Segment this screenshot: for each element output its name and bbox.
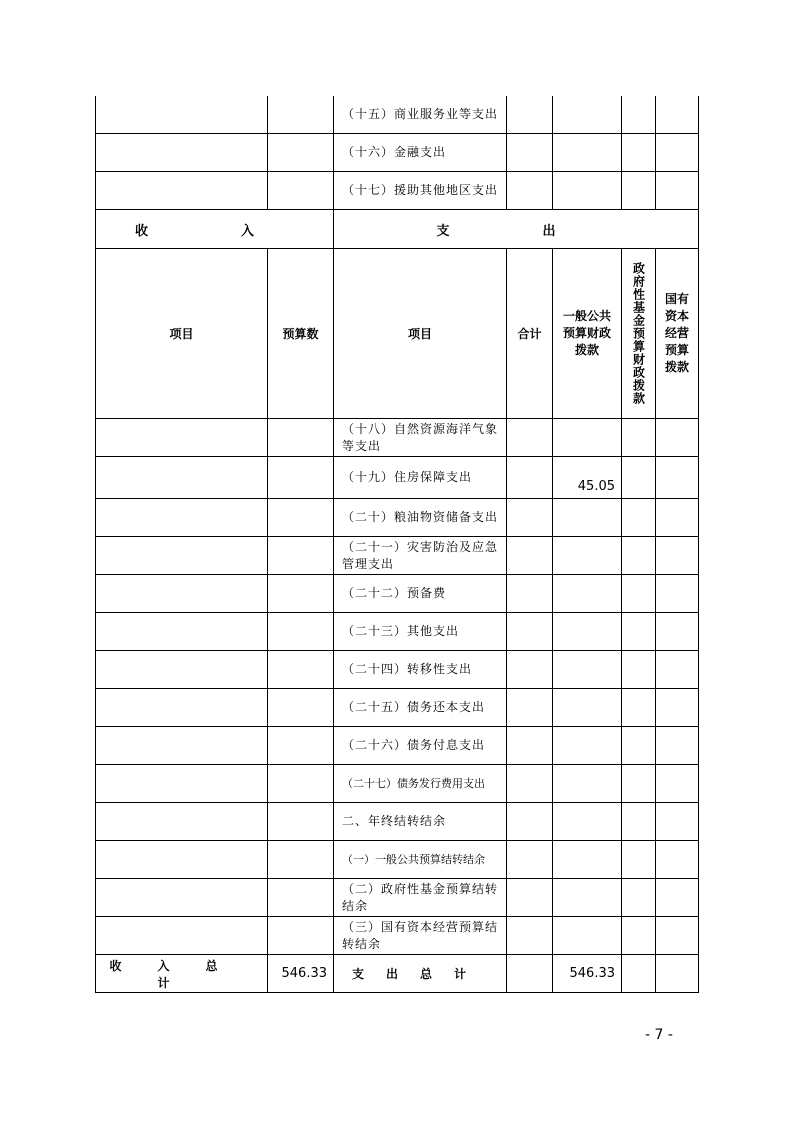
table-row bbox=[96, 134, 699, 172]
expense-section-label: 支 出 bbox=[334, 210, 699, 249]
table-row bbox=[96, 96, 699, 134]
table-row bbox=[96, 499, 699, 537]
table-row bbox=[96, 689, 699, 727]
table-row bbox=[96, 419, 699, 457]
general-value-cell bbox=[553, 613, 622, 651]
column-header-row bbox=[96, 249, 699, 419]
table-row bbox=[96, 613, 699, 651]
budget-table bbox=[95, 96, 699, 993]
expense-item-cell: 二、年终结转结余 bbox=[334, 803, 507, 841]
general-value-cell bbox=[553, 499, 622, 537]
expense-item-cell: （十九）住房保障支出 bbox=[334, 457, 507, 499]
totals-row bbox=[96, 955, 699, 993]
table-row bbox=[96, 651, 699, 689]
table-row bbox=[96, 537, 699, 575]
general-total-value: 546.33 bbox=[553, 955, 622, 993]
general-value-cell bbox=[553, 419, 622, 457]
expense-item-cell: （二十三）其他支出 bbox=[334, 613, 507, 651]
header-item: 项目 bbox=[96, 249, 268, 419]
expense-item-cell: （二十四）转移性支出 bbox=[334, 651, 507, 689]
income-total-label: 收入总计 bbox=[96, 955, 268, 993]
expense-item-cell: （十八）自然资源海洋气象等支出 bbox=[334, 419, 507, 457]
table-row bbox=[96, 727, 699, 765]
table-row bbox=[96, 841, 699, 879]
expense-item-cell: （二十二）预备费 bbox=[334, 575, 507, 613]
expense-item-cell: （二十七）债务发行费用支出 bbox=[334, 765, 507, 803]
general-value-cell bbox=[553, 689, 622, 727]
general-value-cell bbox=[553, 727, 622, 765]
table-row bbox=[96, 575, 699, 613]
header-general-budget: 一般公共 预算财政 拨款 bbox=[553, 249, 622, 419]
general-value-cell bbox=[553, 803, 622, 841]
table-row bbox=[96, 765, 699, 803]
budget-table-page bbox=[95, 96, 698, 993]
header-total: 合计 bbox=[507, 249, 553, 419]
header-fund-budget: 政府性基金预算财政拨款 bbox=[622, 249, 656, 419]
expense-item-cell: （十六）金融支出 bbox=[334, 134, 507, 172]
general-value-cell bbox=[553, 575, 622, 613]
page-number: - 7 - bbox=[645, 1027, 673, 1043]
expense-item-cell: （二十五）债务还本支出 bbox=[334, 689, 507, 727]
section-header-row bbox=[96, 210, 699, 249]
expense-item-cell: （二十一）灾害防治及应急管理支出 bbox=[334, 537, 507, 575]
general-value-cell bbox=[553, 651, 622, 689]
expense-item-cell: （二十）粮油物资储备支出 bbox=[334, 499, 507, 537]
expense-item-cell: （十七）援助其他地区支出 bbox=[334, 172, 507, 210]
expense-item-cell: （二十六）债务付息支出 bbox=[334, 727, 507, 765]
general-value-cell bbox=[553, 537, 622, 575]
table-row bbox=[96, 803, 699, 841]
income-section-label: 收 入 bbox=[96, 210, 334, 249]
expense-item-cell: （三）国有资本经营预算结转结余 bbox=[334, 917, 507, 955]
general-value-cell bbox=[553, 879, 622, 917]
header-budget: 预算数 bbox=[268, 249, 334, 419]
income-total-value: 546.33 bbox=[268, 955, 334, 993]
general-value-cell bbox=[553, 917, 622, 955]
table-row bbox=[96, 917, 699, 955]
table-row bbox=[96, 457, 699, 499]
general-value-cell bbox=[553, 765, 622, 803]
expense-item-cell: （一）一般公共预算结转结余 bbox=[334, 841, 507, 879]
table-row bbox=[96, 172, 699, 210]
header-item-2: 项目 bbox=[334, 249, 507, 419]
expense-item-cell: （二）政府性基金预算结转结余 bbox=[334, 879, 507, 917]
expense-total-label: 支出总计 bbox=[334, 955, 507, 993]
expense-item-cell: （十五）商业服务业等支出 bbox=[334, 96, 507, 134]
header-state-capital-budget: 国有 资本 经营 预算 拨款 bbox=[656, 249, 699, 419]
general-value-cell bbox=[553, 841, 622, 879]
table-row bbox=[96, 879, 699, 917]
general-value-cell: 45.05 bbox=[553, 457, 622, 499]
